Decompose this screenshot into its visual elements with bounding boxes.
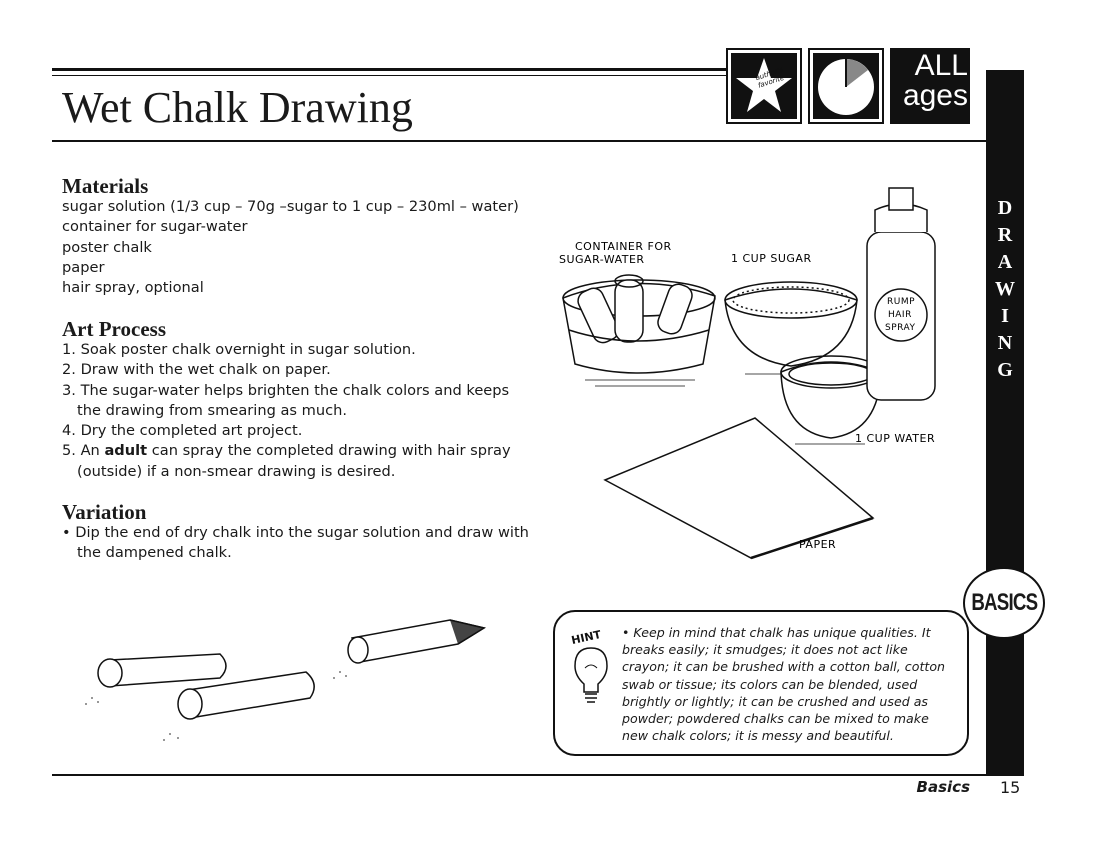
label-spray-2: HAIR	[888, 310, 912, 320]
sugar-bowl-drawing	[725, 282, 857, 374]
step5-suffix: can spray the completed drawing with hair spray (outside) if a non-smear drawing is desired.	[77, 442, 511, 480]
footer-rule	[52, 774, 986, 776]
clock-icon	[810, 50, 882, 122]
label-paper: PAPER	[799, 538, 837, 551]
chalk-sticks-illustration	[70, 610, 510, 750]
label-spray-1: RUMP	[887, 297, 916, 307]
hair-spray-drawing	[867, 188, 935, 400]
author-favorite-badge	[726, 48, 802, 124]
footer-section-label: Basics	[916, 778, 970, 796]
ages-label-line1: ALL	[914, 49, 968, 82]
list-item: 1. Soak poster chalk overnight in sugar solution.	[62, 341, 416, 358]
side-letter: G	[997, 359, 1013, 381]
chapter-side-bar	[986, 70, 1024, 776]
page-number: 15	[1000, 778, 1021, 797]
ages-label-line2: ages	[902, 79, 968, 112]
chalk-stick-3	[348, 620, 484, 663]
title-underline-rule	[52, 140, 986, 142]
side-letter: N	[997, 332, 1013, 354]
list-item: • Dip the end of dry chalk into the sugar solution and draw with the dampened chalk.	[62, 524, 529, 562]
label-container-line2: SUGAR-WATER	[559, 253, 645, 266]
hint-text: • Keep in mind that chalk has unique qualities. It breaks easily; it smudges; it does not act like crayon; it can be brushed with a cotton ball, cotton swab or tissue; its colors can be blended, used brightly or lightly; it can be crushed and used as powder; powdered chalks can be mixed to make new chalk colors; it is messy and beautiful.	[622, 625, 946, 744]
side-letter: I	[1001, 305, 1009, 327]
label-container-line1: CONTAINER FOR	[575, 240, 672, 253]
list-item: sugar solution (1/3 cup – 70g –sugar to 1 cup – 230ml – water)	[62, 198, 519, 215]
list-item: hair spray, optional	[62, 279, 204, 297]
paper-sheet-drawing	[605, 418, 873, 558]
list-item	[62, 441, 532, 482]
step5-bold: adult	[104, 442, 148, 460]
timer-badge	[808, 48, 884, 124]
basics-badge	[963, 567, 1045, 639]
variation-heading: Variation	[62, 500, 147, 524]
materials-illustration	[545, 180, 975, 580]
chalk-stick-1	[98, 654, 226, 687]
chapter-side-letters	[986, 195, 1024, 384]
list-item: container for sugar-water	[62, 218, 248, 236]
list-item: 2. Draw with the wet chalk on paper.	[62, 361, 331, 379]
label-spray-3: SPRAY	[885, 323, 916, 333]
process-heading: Art Process	[62, 317, 166, 341]
container-bowl-drawing	[563, 275, 715, 386]
all-ages-badge	[890, 48, 970, 124]
water-bowl-drawing	[781, 356, 881, 444]
list-item: poster chalk	[62, 238, 152, 256]
page-title: Wet Chalk Drawing	[62, 83, 413, 132]
header-rule-thick	[52, 68, 726, 71]
light-bulb-icon	[565, 622, 617, 712]
label-water: 1 CUP WATER	[855, 432, 936, 445]
process-steps	[62, 340, 532, 482]
hint-label: HINT	[570, 628, 603, 648]
list-item: 3. The sugar-water helps brighten the chalk colors and keeps the drawing from smearing as much.	[62, 381, 510, 419]
step5-prefix: 5. An	[62, 442, 105, 460]
list-item: paper	[62, 258, 105, 276]
side-letter: R	[997, 224, 1013, 246]
header-rule-thin	[52, 75, 726, 76]
basics-badge-label: BASICS	[970, 589, 1038, 616]
side-letter: W	[995, 278, 1015, 300]
label-sugar: 1 CUP SUGAR	[731, 252, 812, 265]
favorite-label: author's favorite	[754, 65, 786, 90]
materials-list	[62, 197, 532, 298]
side-letter: D	[997, 197, 1013, 219]
materials-heading: Materials	[62, 174, 149, 198]
list-item: 4. Dry the completed art project.	[62, 422, 303, 440]
variation-list	[62, 523, 532, 564]
side-letter: A	[997, 251, 1013, 273]
